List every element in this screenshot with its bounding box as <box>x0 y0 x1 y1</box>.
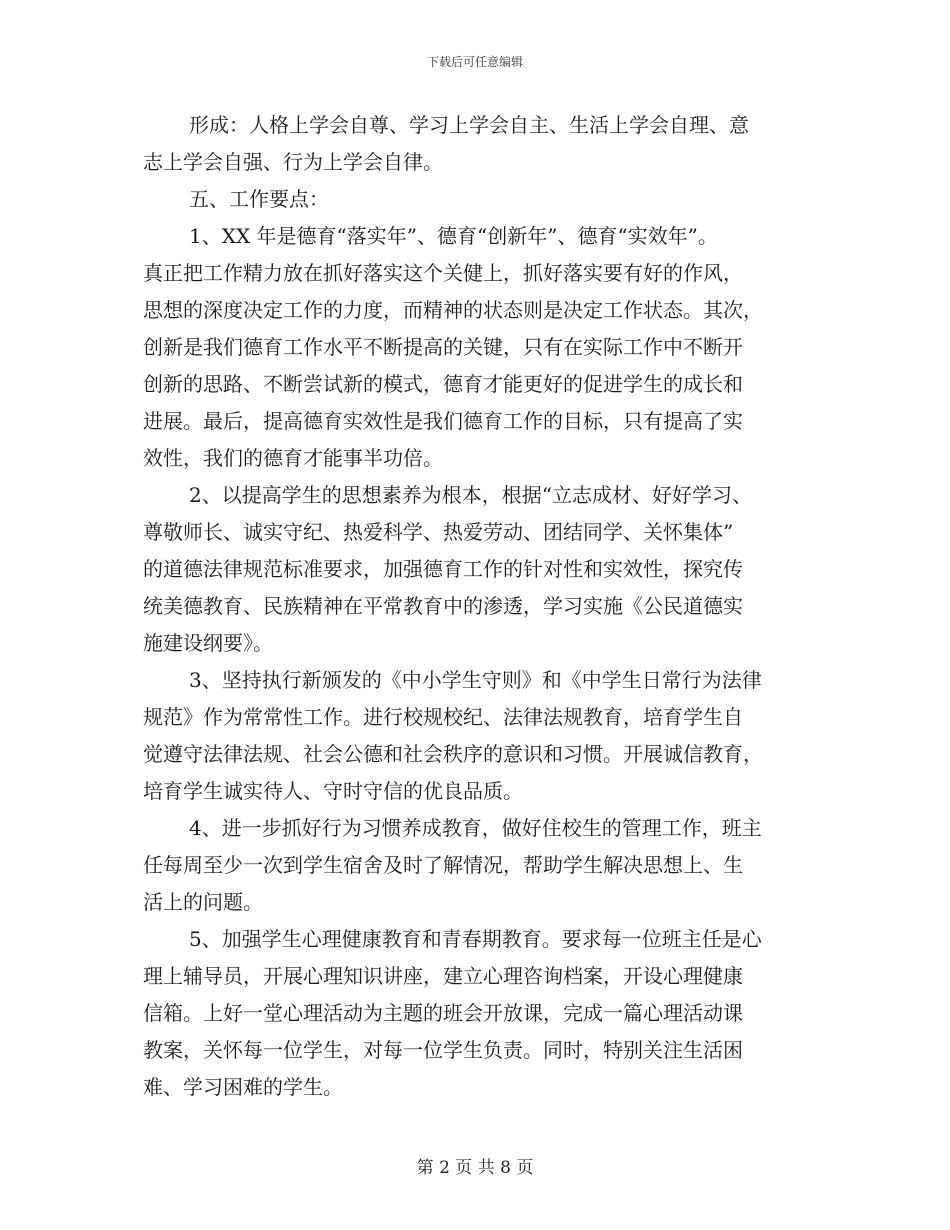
text-line: 形成：人格上学会自尊、学习上学会自主、生活上学会自理、意 <box>189 113 749 137</box>
text-line: 施建设纲要》。 <box>143 631 273 655</box>
text-line: 3、坚持执行新颁发的《中小学生守则》和《中学生日常行为法律 <box>189 668 762 692</box>
text-line: 统美德教育、民族精神在平常教育中的渗透，学习实施《公民道德实 <box>143 594 743 618</box>
text-line: 五、工作要点： <box>189 187 329 211</box>
text-line: 难、学习困难的学生。 <box>143 1075 343 1099</box>
text-line: 的道德法律规范标准要求，加强德育工作的针对性和实效性，探究传 <box>143 557 743 581</box>
text-line: 真正把工作精力放在抓好落实这个关健上，抓好落实要有好的作风， <box>143 261 743 285</box>
text-line: 进展。最后，提高德育实效性是我们德育工作的目标，只有提高了实 <box>143 409 743 433</box>
text-line: 4、进一步抓好行为习惯养成教育，做好住校生的管理工作，班主 <box>189 816 762 840</box>
text-line: 觉遵守法律法规、社会公德和社会秩序的意识和习惯。开展诚信教育， <box>143 742 763 766</box>
text-line: 任每周至少一次到学生宿舍及时了解情况，帮助学生解决思想上、生 <box>143 853 743 877</box>
text-line: 5、加强学生心理健康教育和青春期教育。要求每一位班主任是心 <box>189 927 762 951</box>
text-line: 培育学生诚实待人、守时守信的优良品质。 <box>143 779 523 803</box>
page-header: 下载后可任意编辑 <box>426 55 523 69</box>
text-line: 志上学会自强、行为上学会自律。 <box>143 150 443 174</box>
text-line: 尊敬师长、诚实守纪、热爱科学、热爱劳动、团结同学、关怀集体” <box>143 520 734 544</box>
text-line: 1、XX 年是德育“落实年”、德育“创新年”、德育“实效年”。 <box>189 224 718 248</box>
document-body <box>143 107 808 1106</box>
text-line: 理上辅导员，开展心理知识讲座，建立心理咨询档案，开设心理健康 <box>143 964 743 988</box>
text-line: 活上的问题。 <box>143 890 263 914</box>
page-footer: 第 2 页 共 8 页 <box>416 1158 534 1178</box>
text-line: 教案，关怀每一位学生，对每一位学生负责。同时，特别关注生活困 <box>143 1038 743 1062</box>
text-line: 创新是我们德育工作水平不断提高的关键，只有在实际工作中不断开 <box>143 335 743 359</box>
text-line: 思想的深度决定工作的力度，而精神的状态则是决定工作状态。其次， <box>143 298 763 322</box>
text-line: 2、以提高学生的思想素养为根本，根据“立志成材、好好学习、 <box>189 483 752 507</box>
text-line: 规范》作为常常性工作。进行校规校纪、法律法规教育，培育学生自 <box>143 705 743 729</box>
text-line: 效性，我们的德育才能事半功倍。 <box>143 446 443 470</box>
text-line: 信箱。上好一堂心理活动为主题的班会开放课，完成一篇心理活动课 <box>143 1001 743 1025</box>
text-line: 创新的思路、不断尝试新的模式，德育才能更好的促进学生的成长和 <box>143 372 743 396</box>
